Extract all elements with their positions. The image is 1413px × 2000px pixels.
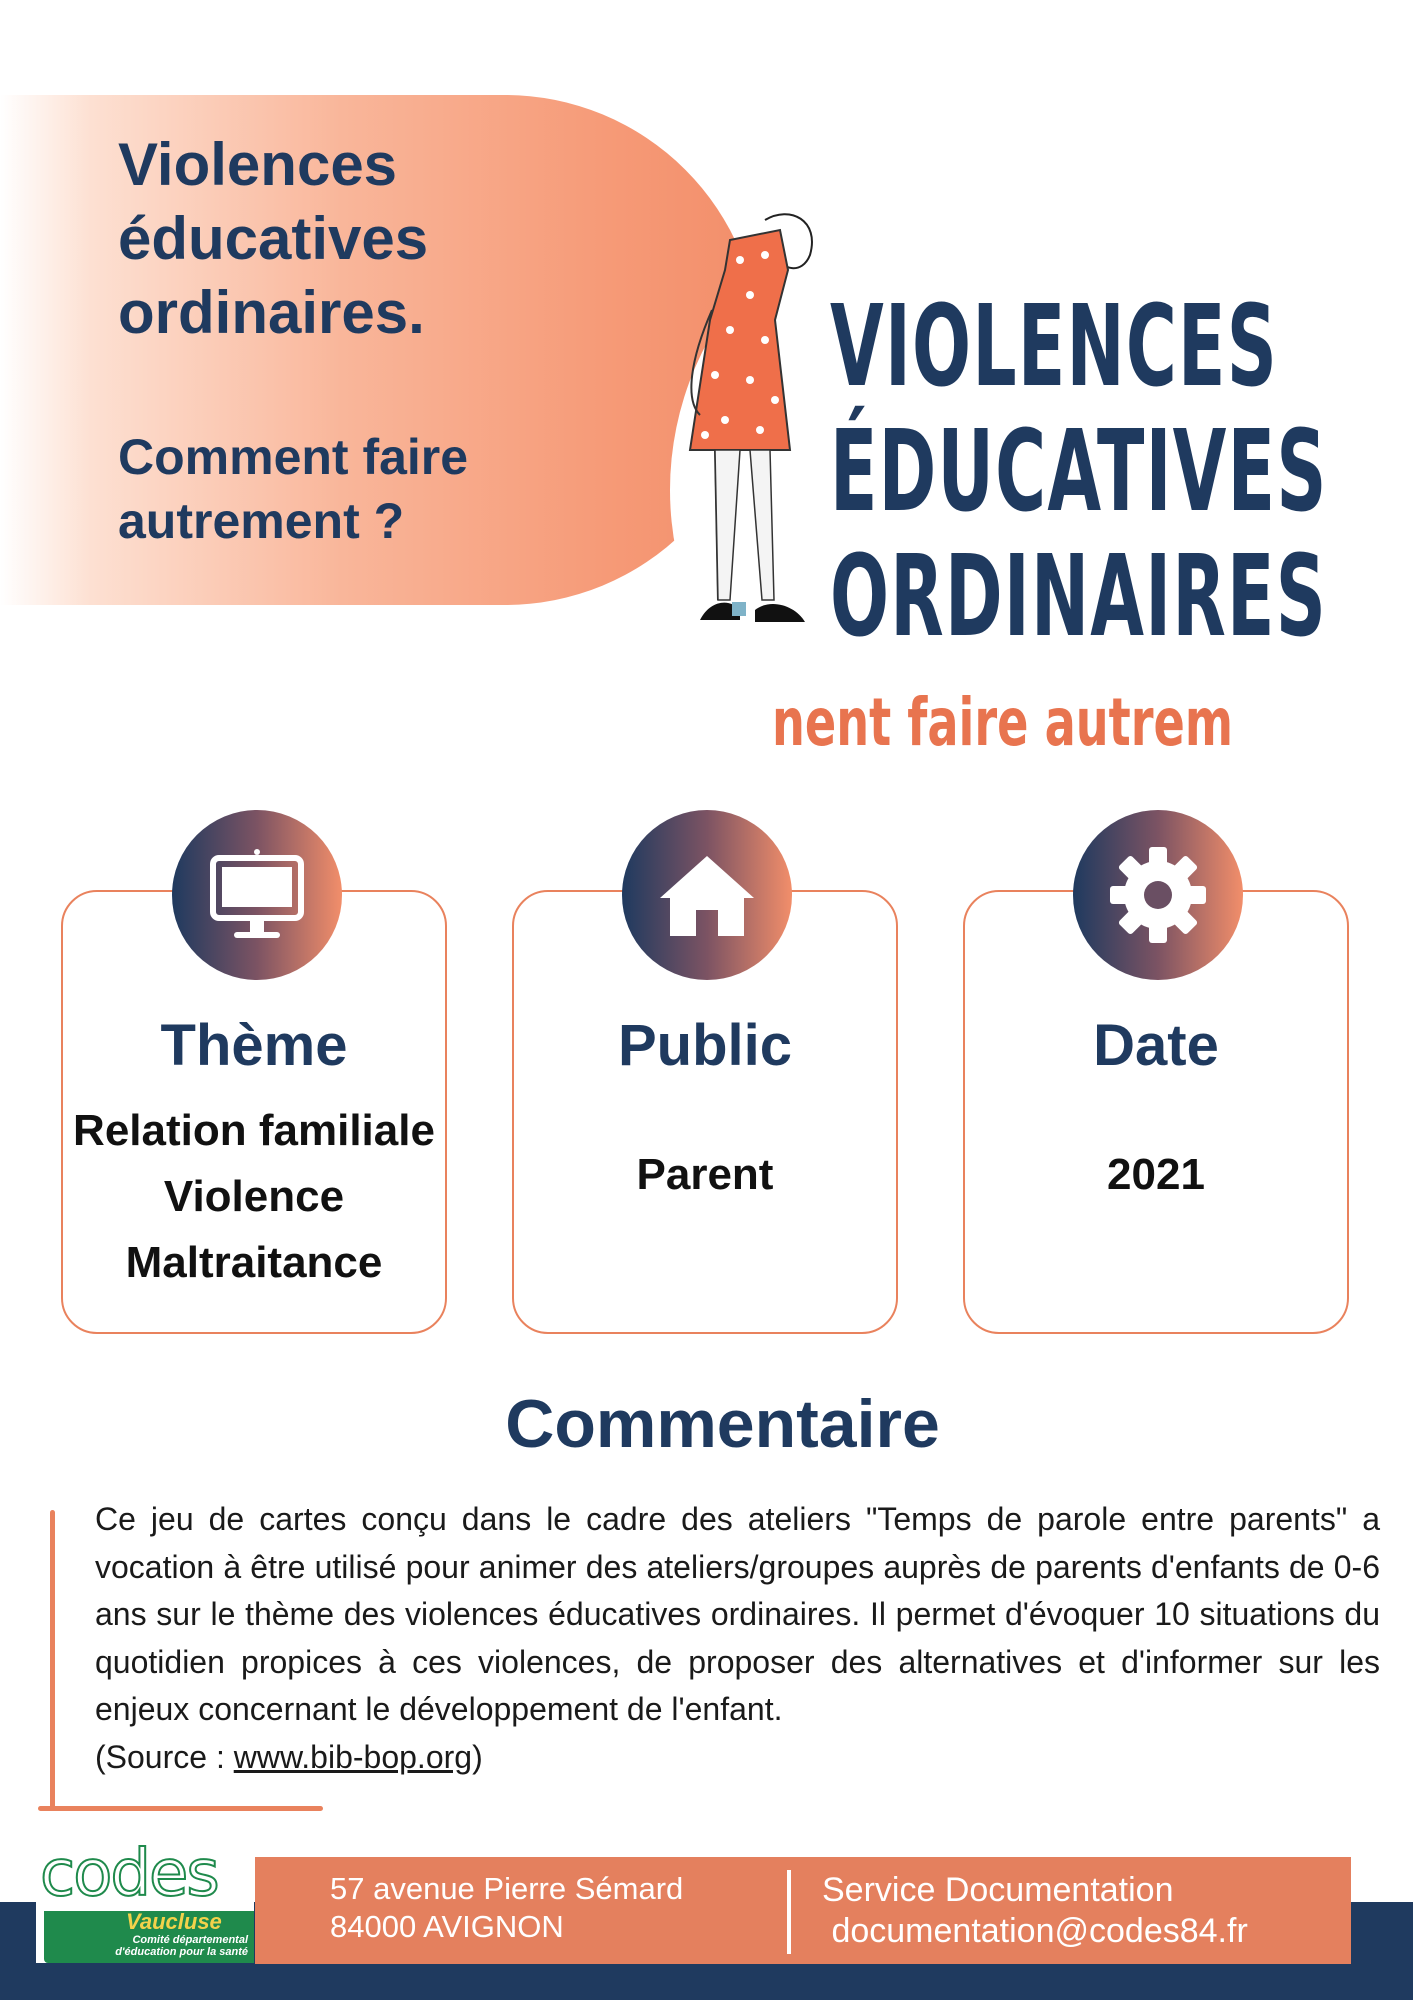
card-title: Public <box>617 1013 793 1078</box>
card-value: Maltraitance <box>125 1238 383 1287</box>
woman-figure-illustration <box>670 200 820 640</box>
comment-source <box>95 1734 1380 1782</box>
source-suffix: ) <box>472 1738 483 1775</box>
logo-description <box>98 1934 248 1958</box>
card-values <box>63 1098 445 1296</box>
footer-contact <box>822 1870 1248 1952</box>
home-icon <box>622 810 792 980</box>
logo-wordmark: codes <box>40 1837 218 1911</box>
gear-icon <box>1073 810 1243 980</box>
source-prefix: (Source : <box>95 1738 234 1775</box>
card-value: Violence <box>163 1172 345 1221</box>
card-value: 2021 <box>1107 1150 1205 1199</box>
contact-email[interactable]: documentation@codes84.fr <box>822 1912 1248 1950</box>
logo-word: ORDINAIRES <box>830 532 1327 662</box>
footer-address <box>330 1870 683 1946</box>
codes-logo <box>36 1837 254 1963</box>
footer-divider <box>787 1870 791 1954</box>
page-title <box>118 128 428 350</box>
page-subtitle <box>118 425 468 553</box>
contact-service: Service Documentation <box>822 1871 1174 1909</box>
address-line: 57 avenue Pierre Sémard <box>330 1871 684 1906</box>
logo-desc-line: d'éducation pour la santé <box>115 1946 248 1958</box>
decorative-bracket <box>50 1510 55 1810</box>
comment-heading: Commentaire <box>505 1386 940 1462</box>
comment-body <box>95 1496 1380 1781</box>
card-title: Date <box>1093 1013 1219 1078</box>
logo-word: VIOLENCES <box>830 282 1278 412</box>
subtitle-line: Comment faire <box>118 429 469 485</box>
logo-word: ÉDUCATIVES <box>830 407 1328 537</box>
card-title: Thème <box>160 1013 348 1078</box>
comment-paragraph: Ce jeu de cartes conçu dans le cadre des ateliers "Temps de parole entre parents" a vocation à être utilisé pour animer des ateliers/groupes auprès de parents d'enfants de 0-6 ans sur le thème des violences éducatives ordinaires. Il permet d'évoquer 10 situations du quotidien propices à ces violences, de proposer des alternatives et d'informer sur les enjeux concernant le développement de l'enfant. <box>95 1501 1380 1727</box>
card-values <box>965 1142 1347 1208</box>
title-line: éducatives <box>118 205 429 272</box>
monitor-icon <box>172 810 342 980</box>
logo-region: Vaucluse <box>126 1909 222 1934</box>
source-link[interactable]: www.bib-bop.org <box>233 1738 473 1775</box>
card-value: Parent <box>636 1150 774 1199</box>
logo-desc-line: Comité départemental <box>132 1934 248 1946</box>
title-line: ordinaires. <box>118 279 425 346</box>
card-values <box>514 1142 896 1208</box>
logo-tagline: nent faire autrem <box>772 684 1234 761</box>
title-line: Violences <box>118 131 398 198</box>
address-line: 84000 AVIGNON <box>330 1909 564 1944</box>
decorative-bracket <box>38 1806 323 1811</box>
subtitle-line: autrement ? <box>118 493 405 549</box>
card-value: Relation familiale <box>73 1106 435 1155</box>
